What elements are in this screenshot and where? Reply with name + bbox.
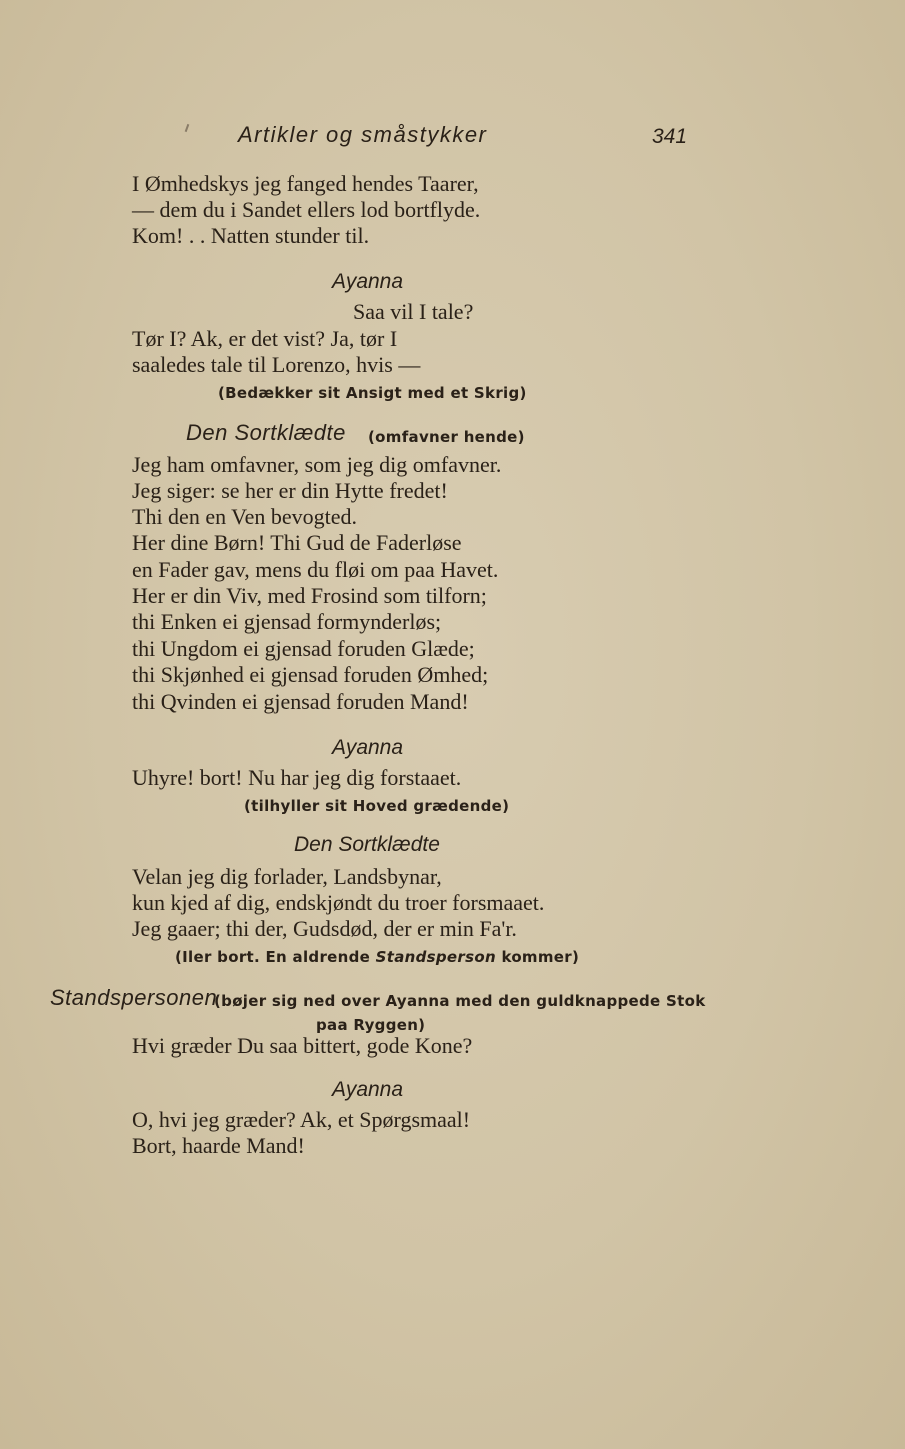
verse-line: Her er din Viv, med Frosind som tilforn; xyxy=(132,583,487,608)
speaker-name: Ayanna xyxy=(332,270,404,293)
verse-line: Velan jeg dig forlader, Landsbynar, xyxy=(132,864,442,889)
stage-direction-part: (Iler bort. En aldrende xyxy=(175,948,371,966)
verse-line: thi Enken ei gjensad formynderløs; xyxy=(132,609,442,634)
verse-line: Jeg siger: se her er din Hytte fredet! xyxy=(132,478,448,503)
verse-line: I Ømhedskys jeg fanged hendes Taarer, xyxy=(132,171,479,196)
verse-line: Bort, haarde Mand! xyxy=(132,1133,305,1158)
verse-line: Uhyre! bort! Nu har jeg dig forstaaet. xyxy=(132,765,462,790)
speaker-name: Den Sortklædte xyxy=(186,420,346,445)
verse-line: kun kjed af dig, endskjøndt du troer forsmaaet. xyxy=(132,890,545,915)
verse-line: thi Qvinden ei gjensad foruden Mand! xyxy=(132,689,469,714)
verse-line: thi Ungdom ei gjensad foruden Glæde; xyxy=(132,636,475,661)
speaker-name: Den Sortklædte xyxy=(294,833,440,856)
verse-line: Jeg gaaer; thi der, Gudsdød, der er min Fa'r. xyxy=(132,916,517,941)
ink-speck xyxy=(185,124,190,132)
page-number: 341 xyxy=(652,125,688,148)
stage-direction-part: kommer) xyxy=(501,948,580,966)
verse-line: Hvi græder Du saa bittert, gode Kone? xyxy=(132,1033,473,1058)
verse-line: saaledes tale til Lorenzo, hvis — xyxy=(132,352,421,377)
stage-direction: (bøjer sig ned over Ayanna med den guldknappede Stok xyxy=(214,992,706,1010)
speaker-name: Standspersonen xyxy=(50,985,218,1010)
stage-direction: paa Ryggen) xyxy=(316,1016,426,1034)
stage-direction: (omfavner hende) xyxy=(368,428,525,446)
stage-direction: (Bedækker sit Ansigt med et Skrig) xyxy=(218,384,527,402)
verse-line: Saa vil I tale? xyxy=(353,299,474,324)
verse-line: Her dine Børn! Thi Gud de Faderløse xyxy=(132,530,462,555)
verse-line: Tør I? Ak, er det vist? Ja, tør I xyxy=(132,326,398,351)
stage-direction xyxy=(175,944,579,970)
running-title: Artikler og småstykker xyxy=(238,122,488,147)
verse-line: O, hvi jeg græder? Ak, et Spørgsmaal! xyxy=(132,1107,471,1132)
verse-line: Thi den en Ven bevogted. xyxy=(132,504,358,529)
verse-line: Kom! . . Natten stunder til. xyxy=(132,223,370,248)
verse-line: thi Skjønhed ei gjensad foruden Ømhed; xyxy=(132,662,489,687)
verse-line: en Fader gav, mens du fløi om paa Havet. xyxy=(132,557,499,582)
stage-direction: (tilhyller sit Hoved grædende) xyxy=(244,797,510,815)
verse-line: Jeg ham omfavner, som jeg dig omfavner. xyxy=(132,452,502,477)
speaker-name: Ayanna xyxy=(332,1078,404,1101)
stage-direction-name: Standsperson xyxy=(375,948,496,966)
verse-line: — dem du i Sandet ellers lod bortflyde. xyxy=(132,197,481,222)
speaker-name: Ayanna xyxy=(332,736,404,759)
